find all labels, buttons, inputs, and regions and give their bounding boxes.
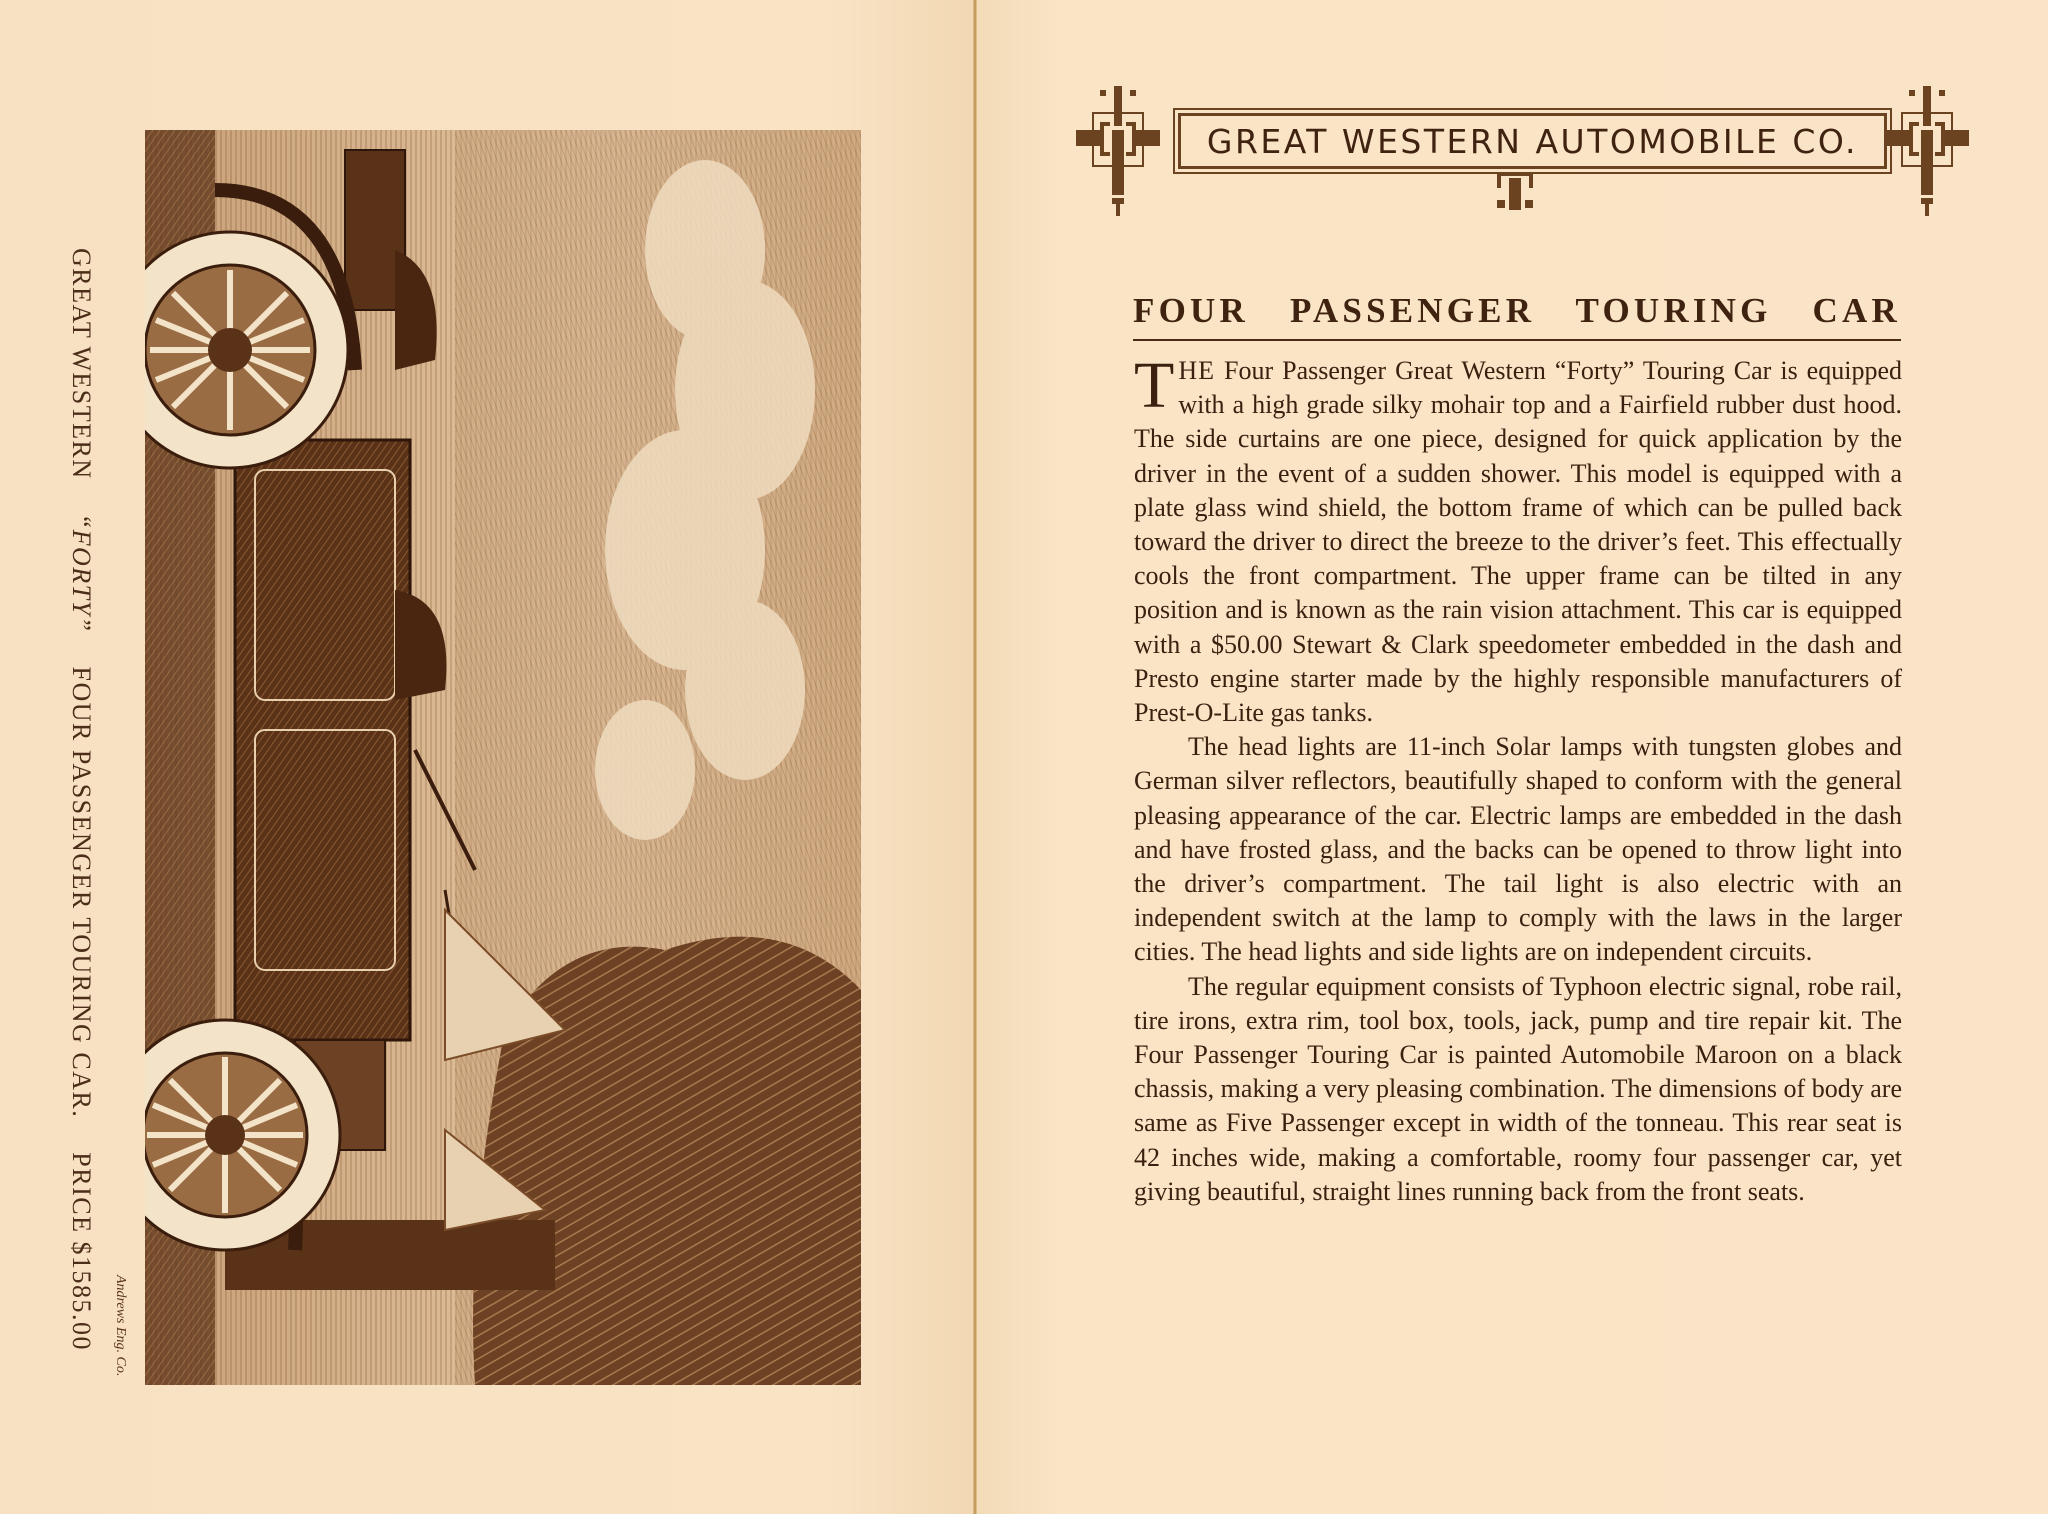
paragraph-1 [1134, 349, 1902, 730]
section-title: FOUR PASSENGER TOURING CAR [1133, 291, 1901, 341]
paragraph-2: The head lights are 11-inch Solar lamps with tungsten globes and German silver reflectors, beautifully shaped to conform with the general pleasing appearance of the car. Electric lamps are embedded in the dash and have frosted glass, and the backs can be opened to throw light into the driver’s compartment. The tail light is also electric with an independent switch at the lamp to comply with the laws in the larger cities. The head lights and side lights are on independent circuits. [1134, 732, 1902, 967]
caption-price: $1585.00 [67, 1241, 96, 1351]
rear-wheel [145, 232, 348, 468]
paragraph-1-text: Four Passenger Great Western “Forty” Touring Car is equipped with a high grade silky mohair top and a Fairfield rubber dust hood. The side curtains are one piece, designed for quick application by the driver in the event of a sudden shower. This model is equipped with a plate glass wind shield, the bottom frame of which can be pulled back toward the driver to direct the breeze to the driver’s feet. This effectually cools the front compartment. The upper frame can be tilted in any position and is known as the rain vision attachment. This car is equipped with a $50.00 Stewart & Clark speedometer embedded in the dash and Presto engine starter made by the highly responsible manufacturers of Prest-O-Lite gas tanks. [1134, 356, 1902, 728]
caption-prefix: GREAT WESTERN [67, 248, 96, 480]
car-engraving [145, 130, 861, 1385]
decorative-ornament-icon [1879, 80, 1975, 220]
company-header [1070, 80, 1975, 220]
engraver-mark: Andrews Eng. Co. [113, 1275, 128, 1377]
company-name-plate [1178, 113, 1887, 169]
paragraph-lead: HE [1178, 356, 1215, 385]
caption-model: “FORTY” [67, 513, 96, 633]
company-name: GREAT WESTERN AUTOMOBILE CO. [1206, 121, 1859, 161]
decorative-ornament-icon [1070, 80, 1166, 220]
illustration-caption [66, 248, 96, 1351]
drop-cap: T [1134, 349, 1175, 422]
caption-price-label: PRICE [67, 1152, 96, 1234]
left-page [0, 0, 975, 1514]
caption-description: FOUR PASSENGER TOURING CAR. [67, 666, 96, 1119]
paragraph-3: The regular equipment consists of Typhoon electric signal, robe rail, tire irons, extra rim, tool box, tools, jack, pump and tire repair kit. The Four Passenger Touring Car is painted Automobile Maroon on a black chassis, making a very pleasing combination. The dimensions of body are same as Five Passenger except in width of the tonneau. This rear seat is 42 inches wide, making a comfortable, roomy four passenger car, yet giving beautiful, straight lines running back from the front seats. [1134, 971, 1902, 1206]
body-text [1134, 349, 1902, 1209]
decorative-ornament-icon [1495, 170, 1535, 212]
